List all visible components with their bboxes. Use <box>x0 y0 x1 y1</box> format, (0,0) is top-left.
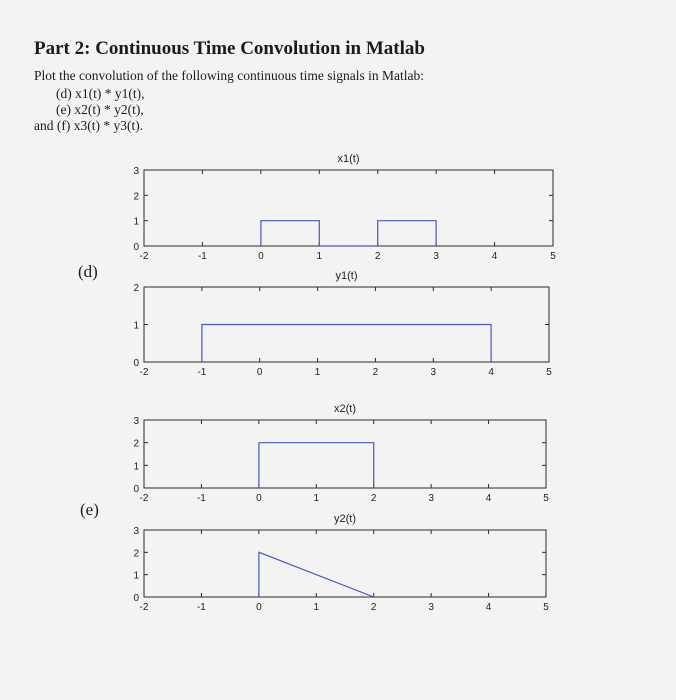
x-tick-label: 3 <box>428 493 434 504</box>
item-e: (e) x2(t) * y2(t), <box>56 102 144 117</box>
x-tick-label: 1 <box>313 493 320 504</box>
y-tick-label: 2 <box>133 438 139 450</box>
x-tick-label: 0 <box>256 367 263 378</box>
instruction-text: Plot the convolution of the following continuous time signals in Matlab: <box>34 68 424 83</box>
y-tick-label: 1 <box>133 216 139 228</box>
plot-2 <box>133 403 549 504</box>
plot-frame <box>144 530 546 597</box>
plot-title: y2(t) <box>334 513 356 525</box>
x-tick-label: 2 <box>374 251 381 262</box>
plot-title: y1(t) <box>335 270 358 282</box>
y-tick-label: 2 <box>133 283 139 294</box>
item-d: (d) x1(t) * y1(t), <box>56 86 145 101</box>
x-tick-label: 5 <box>543 602 549 613</box>
y-tick-label: 1 <box>133 320 139 332</box>
x-tick-label: -2 <box>139 251 149 262</box>
x-tick-label: -1 <box>196 602 206 613</box>
x-tick-label: 0 <box>256 493 262 504</box>
y-tick-label: 0 <box>133 242 139 253</box>
x-tick-label: -1 <box>197 251 207 262</box>
y-tick-label: 1 <box>133 461 139 473</box>
x-tick-label: -1 <box>197 367 207 378</box>
x-tick-label: 3 <box>430 367 437 378</box>
plot-3 <box>133 513 549 613</box>
signal-line <box>202 325 491 363</box>
x-tick-label: 1 <box>316 251 323 262</box>
y-tick-label: 0 <box>133 358 139 369</box>
x-tick-label: 3 <box>433 251 439 262</box>
y-tick-label: 0 <box>133 593 139 604</box>
y-tick-label: 3 <box>133 166 139 177</box>
plot-title: x1(t) <box>337 153 360 165</box>
plot-0 <box>133 153 556 262</box>
x-tick-label: 2 <box>370 602 377 613</box>
x-tick-label: 3 <box>428 602 434 613</box>
plot-title: x2(t) <box>334 403 356 415</box>
x-tick-label: 5 <box>546 367 552 378</box>
x-tick-label: 0 <box>256 602 262 613</box>
x-tick-label: 5 <box>543 493 549 504</box>
y-tick-label: 1 <box>133 570 139 582</box>
x-tick-label: 0 <box>258 251 264 262</box>
x-tick-label: 4 <box>485 493 492 504</box>
plot-1 <box>133 270 552 378</box>
x-tick-label: -2 <box>139 493 149 504</box>
y-tick-label: 0 <box>133 484 139 495</box>
part-label-e: (e) <box>80 500 99 519</box>
x-tick-label: 2 <box>370 493 377 504</box>
x-tick-label: -2 <box>139 602 149 613</box>
part-label-d: (d) <box>78 262 98 281</box>
plot-frame <box>144 420 546 488</box>
signal-line <box>259 443 374 488</box>
signal-line <box>259 552 374 597</box>
x-tick-label: 1 <box>313 602 320 613</box>
page-title: Part 2: Continuous Time Convolution in Matlab <box>34 38 425 59</box>
x-tick-label: 4 <box>491 251 498 262</box>
y-tick-label: 3 <box>133 416 139 427</box>
y-tick-label: 3 <box>133 526 139 537</box>
x-tick-label: 5 <box>550 251 556 262</box>
x-tick-label: 1 <box>314 367 321 378</box>
plot-frame <box>144 170 553 246</box>
x-tick-label: -2 <box>139 367 149 378</box>
x-tick-label: 2 <box>372 367 379 378</box>
item-f: and (f) x3(t) * y3(t). <box>34 118 144 133</box>
signal-line <box>261 221 436 246</box>
y-tick-label: 2 <box>133 548 139 560</box>
x-tick-label: 4 <box>488 367 494 378</box>
x-tick-label: -1 <box>196 493 206 504</box>
x-tick-label: 4 <box>485 602 492 613</box>
y-tick-label: 2 <box>133 191 139 203</box>
